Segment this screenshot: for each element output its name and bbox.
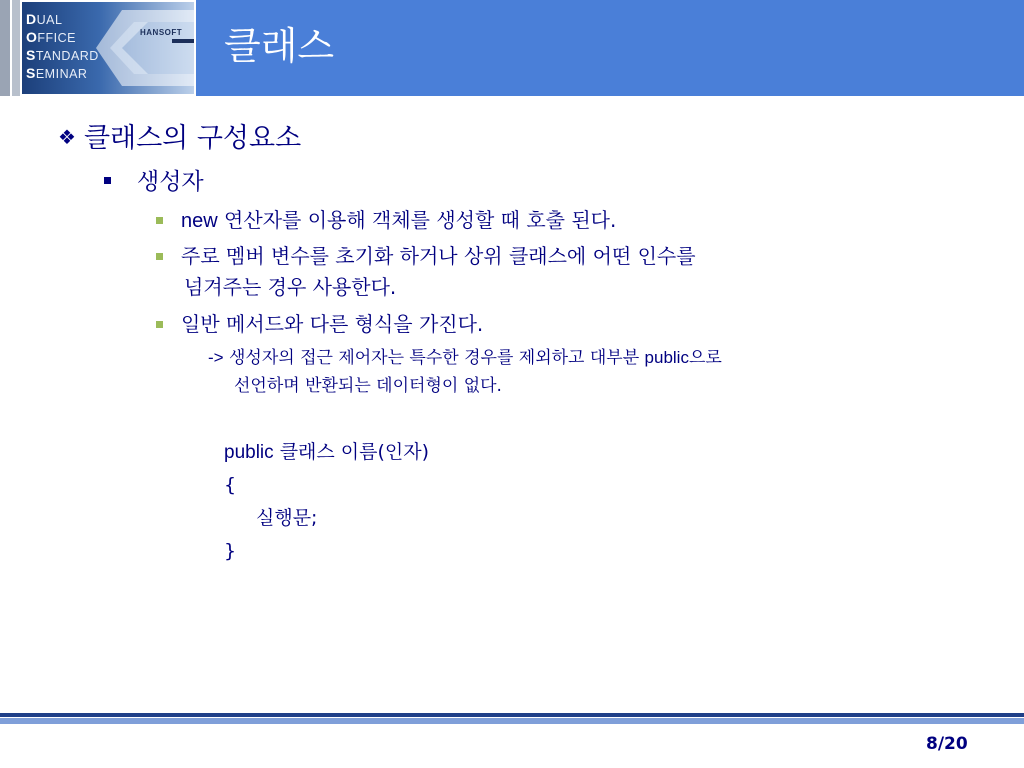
logo-area [0, 0, 196, 96]
square-bullet-icon [104, 177, 111, 184]
footer-line [0, 718, 1024, 724]
code-close-brace: } [224, 540, 237, 562]
bullet-keyword: new [181, 210, 218, 232]
dual-office-logo [22, 2, 194, 94]
header-bar [0, 0, 1024, 96]
code-body: 실행문; [256, 507, 318, 529]
note-keyword: public [644, 348, 689, 367]
logo-word-office: OFFICE [26, 29, 76, 45]
bullet-text: 일반 메서드와 다른 형식을 가진다. [181, 312, 484, 336]
hansoft-logo: HANSOFT [140, 28, 183, 37]
logo-strip [12, 0, 20, 96]
note-text-end: 으로 [688, 348, 722, 368]
arrow-marker: -> [208, 348, 224, 367]
code-keyword: public [224, 442, 274, 463]
page-number: 8/20 [926, 734, 968, 754]
note-continuation: 선언하며 반환되는 데이터형이 없다. [234, 376, 502, 396]
heading-text: 클래스의 구성요소 [83, 123, 302, 154]
bullet-text: 연산자를 이용해 객체를 생성할 때 호출 된다. [217, 208, 617, 232]
bullet-level2 [104, 166, 204, 198]
slide-title: 클래스 [224, 24, 335, 68]
bullet-level3 [156, 240, 696, 272]
square-bullet-icon [156, 321, 163, 328]
logo-strip [0, 0, 10, 96]
bullet-text: 생성자 [137, 169, 204, 195]
logo-word-dual: DUAL [26, 11, 63, 27]
bullet-level3 [156, 204, 616, 237]
footer-line [0, 713, 1024, 717]
code-signature-text: 클래스 이름(인자) [273, 441, 430, 463]
heading-level1 [58, 118, 301, 158]
square-bullet-icon [156, 253, 163, 260]
bullet-continuation: 넘겨주는 경우 사용한다. [184, 275, 397, 299]
bullet-text: 주로 멤버 변수를 초기화 하거나 상위 클래스에 어떤 인수를 [181, 244, 696, 268]
note-text: 생성자의 접근 제어자는 특수한 경우를 제외하고 대부분 [223, 348, 645, 368]
logo-word-seminar: SEMINAR [26, 65, 88, 81]
bullet-level3 [156, 308, 483, 340]
square-bullet-icon [156, 217, 163, 224]
note-line [208, 344, 722, 372]
logo-word-standard: STANDARD [26, 47, 99, 63]
hansoft-tagline-mark [172, 39, 194, 43]
code-signature [224, 436, 429, 469]
diamond-bullet-icon: ❖ [58, 125, 76, 149]
code-open-brace: { [224, 474, 237, 496]
